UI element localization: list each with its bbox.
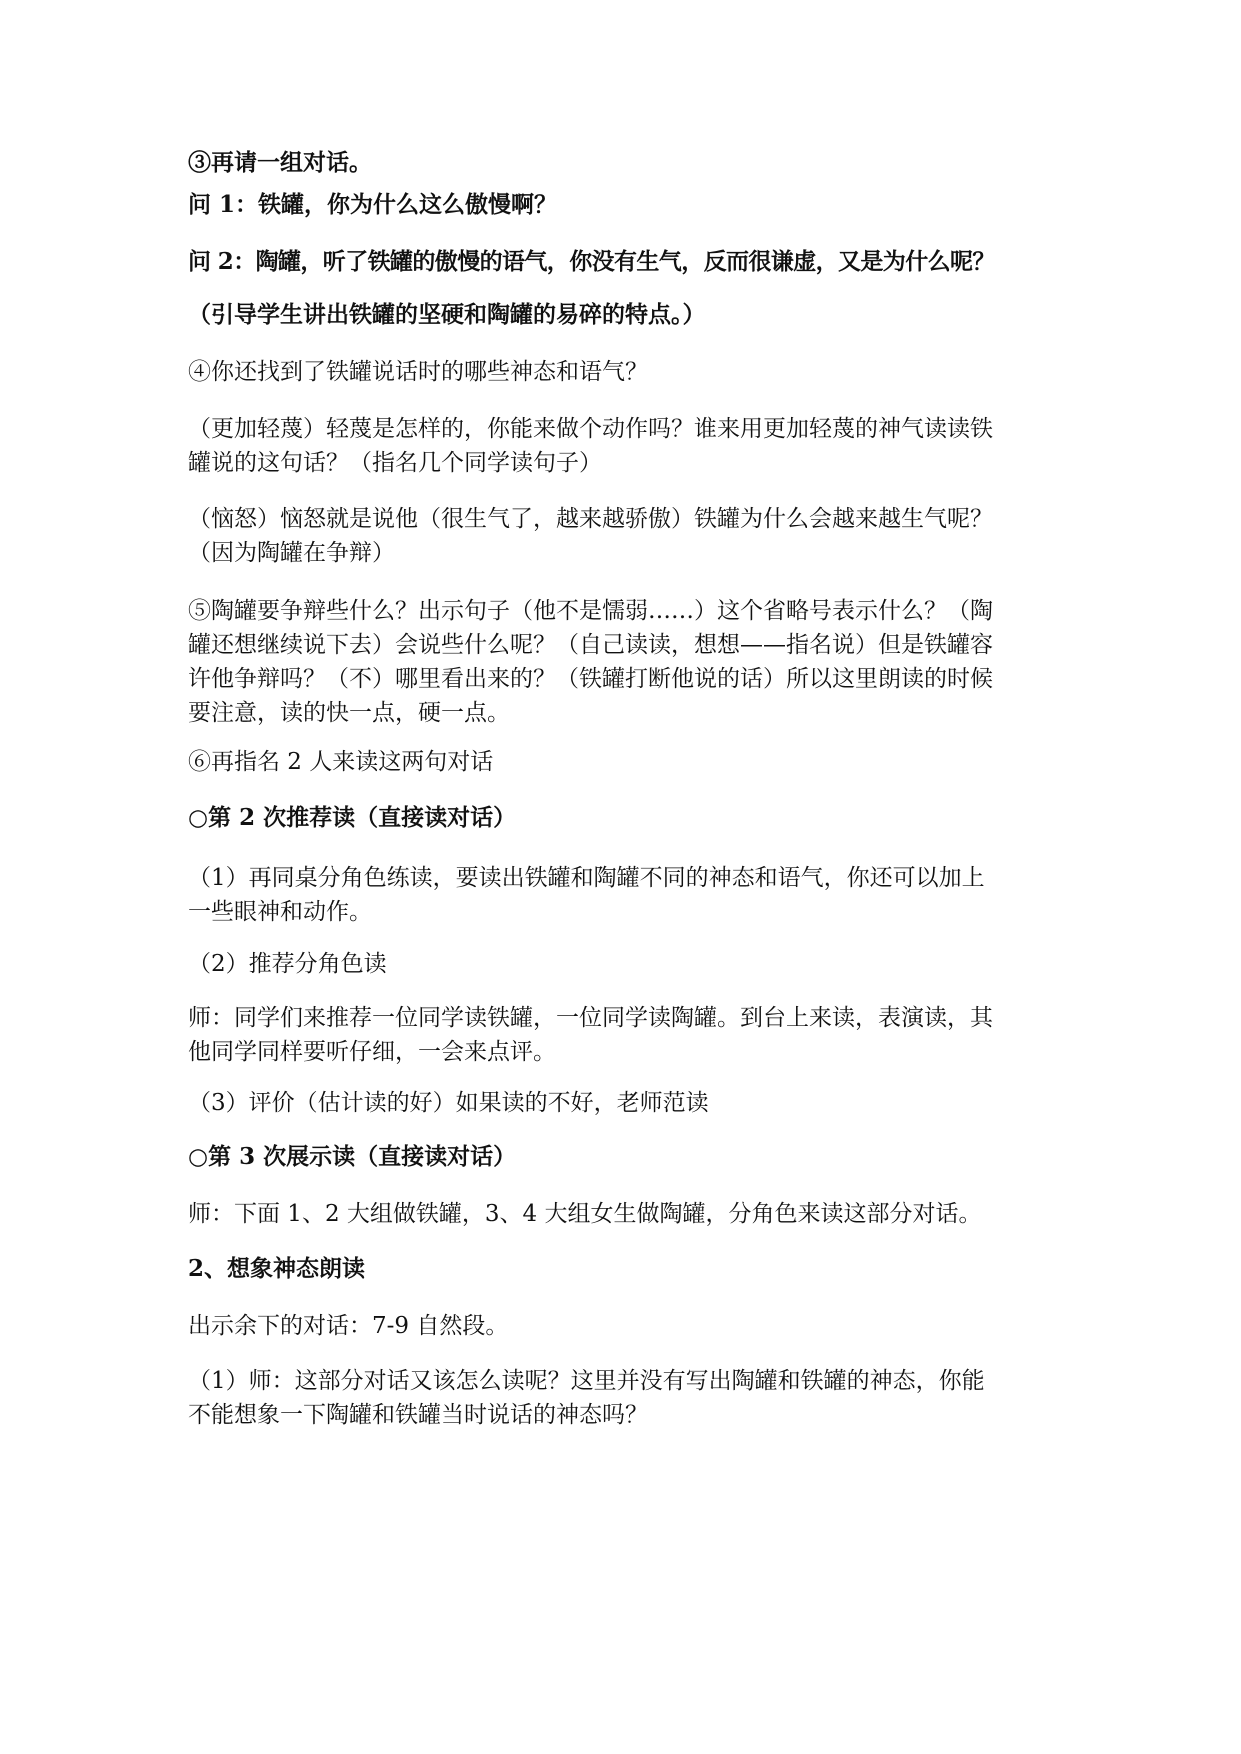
- text-line: 许他争辩吗？（不）哪里看出来的？（铁罐打断他说的话）所以这里朗读的时候: [188, 666, 993, 692]
- paragraph-12: [188, 947, 1058, 981]
- paragraph-13: [188, 1001, 1058, 1069]
- text-line: 一些眼神和动作。: [188, 899, 372, 925]
- paragraph-8: [188, 594, 1058, 730]
- text-line: ③再请一组对话。: [188, 149, 372, 176]
- paragraph-10: [188, 801, 1058, 835]
- paragraph-2: [188, 188, 1058, 222]
- paragraph-4: [188, 298, 1058, 332]
- text-line: （因为陶罐在争辩）: [188, 540, 395, 566]
- text-line: （2）推荐分角色读: [188, 951, 387, 977]
- text-line: 罐还想继续说下去）会说些什么呢？（自己读读，想想——指名说）但是铁罐容: [188, 632, 993, 658]
- text-line: （1）再同桌分角色练读，要读出铁罐和陶罐不同的神态和语气，你还可以加上: [188, 865, 985, 891]
- text-line: 师：下面 1、2 大组做铁罐，3、4 大组女生做陶罐，分角色来读这部分对话。: [188, 1201, 982, 1227]
- text-line: ⑥再指名 2 人来读这两句对话: [188, 749, 494, 775]
- paragraph-7: [188, 502, 1058, 570]
- text-line: 问 1：铁罐，你为什么这么傲慢啊？: [188, 191, 558, 218]
- text-line: ○第 3 次展示读（直接读对话）: [188, 1143, 517, 1170]
- paragraph-5: [188, 355, 1058, 389]
- paragraph-14: [188, 1086, 1058, 1120]
- paragraph-9: [188, 745, 1058, 779]
- paragraph-3: [188, 245, 1058, 279]
- paragraph-1: [188, 146, 1058, 180]
- text-line: （更加轻蔑）轻蔑是怎样的，你能来做个动作吗？谁来用更加轻蔑的神气读读铁: [188, 416, 993, 442]
- text-line: 师：同学们来推荐一位同学读铁罐，一位同学读陶罐。到台上来读，表演读，其: [188, 1005, 993, 1031]
- paragraph-15: [188, 1140, 1058, 1174]
- text-line: （引导学生讲出铁罐的坚硬和陶罐的易碎的特点。）: [188, 301, 706, 328]
- text-line: （1）师：这部分对话又该怎么读呢？这里并没有写出陶罐和铁罐的神态，你能: [188, 1368, 985, 1394]
- text-line: （3）评价（估计读的好）如果读的不好，老师范读: [188, 1090, 709, 1116]
- paragraph-6: [188, 412, 1058, 480]
- paragraph-16: [188, 1197, 1058, 1231]
- paragraph-18: [188, 1309, 1058, 1343]
- text-line: 要注意，读的快一点，硬一点。: [188, 700, 510, 726]
- text-line: ⑤陶罐要争辩些什么？出示句子（他不是懦弱……）这个省略号表示什么？（陶: [188, 598, 993, 624]
- text-line: 出示余下的对话：7-9 自然段。: [188, 1313, 509, 1339]
- paragraph-19: [188, 1364, 1058, 1432]
- text-line: ○第 2 次推荐读（直接读对话）: [188, 804, 517, 831]
- text-line: 问 2：陶罐，听了铁罐的傲慢的语气，你没有生气，反而很谦虚，又是为什么呢？: [188, 248, 995, 275]
- text-line: （恼怒）恼怒就是说他（很生气了，越来越骄傲）铁罐为什么会越来越生气呢？: [188, 506, 993, 532]
- text-line: 不能想象一下陶罐和铁罐当时说话的神态吗？: [188, 1402, 648, 1428]
- text-line: 他同学同样要听仔细，一会来点评。: [188, 1039, 556, 1065]
- text-line: 罐说的这句话？（指名几个同学读句子）: [188, 450, 602, 476]
- paragraph-17: [188, 1252, 1058, 1286]
- paragraph-11: [188, 861, 1058, 929]
- text-line: 2、想象神态朗读: [188, 1255, 366, 1282]
- text-line: ④你还找到了铁罐说话时的哪些神态和语气？: [188, 359, 648, 385]
